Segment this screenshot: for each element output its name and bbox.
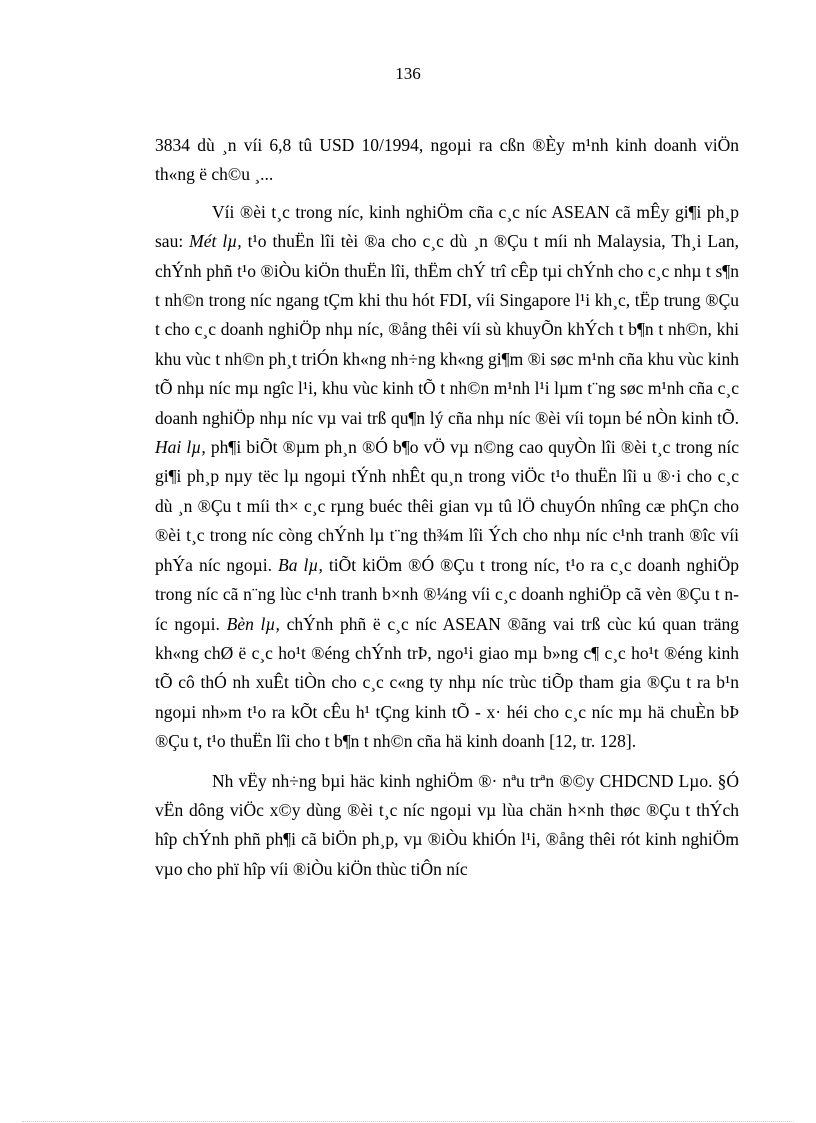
point-two-label: Hai lµ, (155, 437, 206, 458)
paragraph-text: 3834 dù ¸n víi 6,8 tû USD 10/1994, ngoµi ra cßn ®Èy m¹nh kinh doanh viÖn th«ng ë ch©u ¸... (155, 135, 739, 185)
paragraph-text: chÝnh phñ ë c¸c níc ASEAN ®ãng vai trß cùc kú quan träng kh«ng chØ ë c¸c ho¹t ®éng chÝnh trÞ, ngo¹i giao mµ b»ng c¶ c¸c ho¹t ®éng kinh tÕ cô thÓ nh xuÊt tiÒn cho c¸c c«ng ty nhµ níc trùc tiÕp tham gia ®Çu t ra b¹n ngoµi nh»m t¹o ra kÕt cÊu h¹ tÇng kinh tÕ - x· héi cho c¸c níc mµ hä chuÈn bÞ ®Çu t, t¹o thuËn lîi cho t b¶n t nh©n cña hä kinh doanh [12, tr. 128]. (155, 613, 740, 752)
paragraph-text: Víi ®èi t¸c trong níc, kinh nghiÖm cña c¸c níc ASEAN cã mÊy gi¶i ph¸p sau: (155, 201, 739, 252)
paragraph-text: ph¶i biÕt ®µm ph¸n ®Ó b¶o vÖ vµ n©ng cao quyÒn lîi ®èi t¸c trong níc gi¶i ph¸p nµy tëc lµ ngoµi tÝnh nhÊt qu¸n trong viÖc t¹o thuËn lîi u ®·i cho c¸c dù ¸n ®Çu t míi th× c¸c rµng buéc thêi gian vµ tû lÖ chuyÓn nhîng cæ phÇn cho ®èi t¸c trong níc còng chÝnh lµ t¨ng th¾m lîi Ých cho nhµ níc c¹nh tranh ®îc víi phÝa níc ngoµi. (155, 437, 739, 575)
document-body (155, 131, 739, 892)
point-one-label: Mét lµ, (189, 231, 242, 252)
paragraph-text: t¹o thuËn lîi tèi ®a cho c¸c dù ¸n ®Çu t míi nh Malaysia, Th¸i Lan, chÝnh phñ t¹o ®iÒu kiÖn thuËn lîi, thËm chÝ trî cÊp tµi chÝnh cho c¸c nhµ t s¶n t nh©n trong níc ngang tÇm khi thu hót FDI, víi Singapore l¹i kh¸c, tËp trung ®Çu t cho c¸c doanh nghiÖp nhµ níc, ®ång thêi víi sù khuyÕn khÝch t b¶n t nh©n, khi khu vùc t nh©n ph¸t triÓn kh«ng nh÷ng kh«ng gi¶m ®i søc m¹nh cña khu vùc kinh tÕ nhµ níc mµ ngîc l¹i, khu vùc kinh tÕ t nh©n m¹nh l¹i lµm t¨ng søc m¹nh cña c¸c doanh nghiÖp nhµ níc vµ vai trß qu¶n lý cña nhµ níc ®èi víi toµn bé nÒn kinh tÕ. (155, 231, 740, 428)
paragraph-2 (155, 198, 739, 757)
point-three-label: Ba lµ, (278, 554, 323, 575)
point-four-label: Bèn lµ, (226, 613, 280, 634)
paragraph-3 (155, 767, 739, 885)
paragraph-text: Nh vËy nh÷ng bµi häc kinh nghiÖm ®· nªu trªn ®©y CHDCND Lµo. §Ó vËn dông viÖc x©y dùng ®èi t¸c níc ngoµi vµ lùa chän h×nh thøc ®Çu t thÝch hîp chÝnh phñ ph¶i cã biÖn ph¸p, vµ ®iÒu khiÓn l¹i, ®ång thêi rót kinh nghiÖm vµo cho phï hîp víi ®iÒu kiÖn thùc tiÔn níc (155, 770, 739, 879)
page-number: 136 (395, 64, 421, 83)
paragraph-1 (155, 131, 739, 190)
page-bottom-rule (22, 1121, 794, 1122)
paragraph-text: tiÕt kiÖm ®Ó ®Çu t trong níc, t¹o ra c¸c doanh nghiÖp trong níc cã n¨ng lùc c¹nh tranh b×nh ®¼ng víi c¸c doanh nghiÖp cã vèn ®Çu t níc ngoµi. (155, 554, 739, 634)
